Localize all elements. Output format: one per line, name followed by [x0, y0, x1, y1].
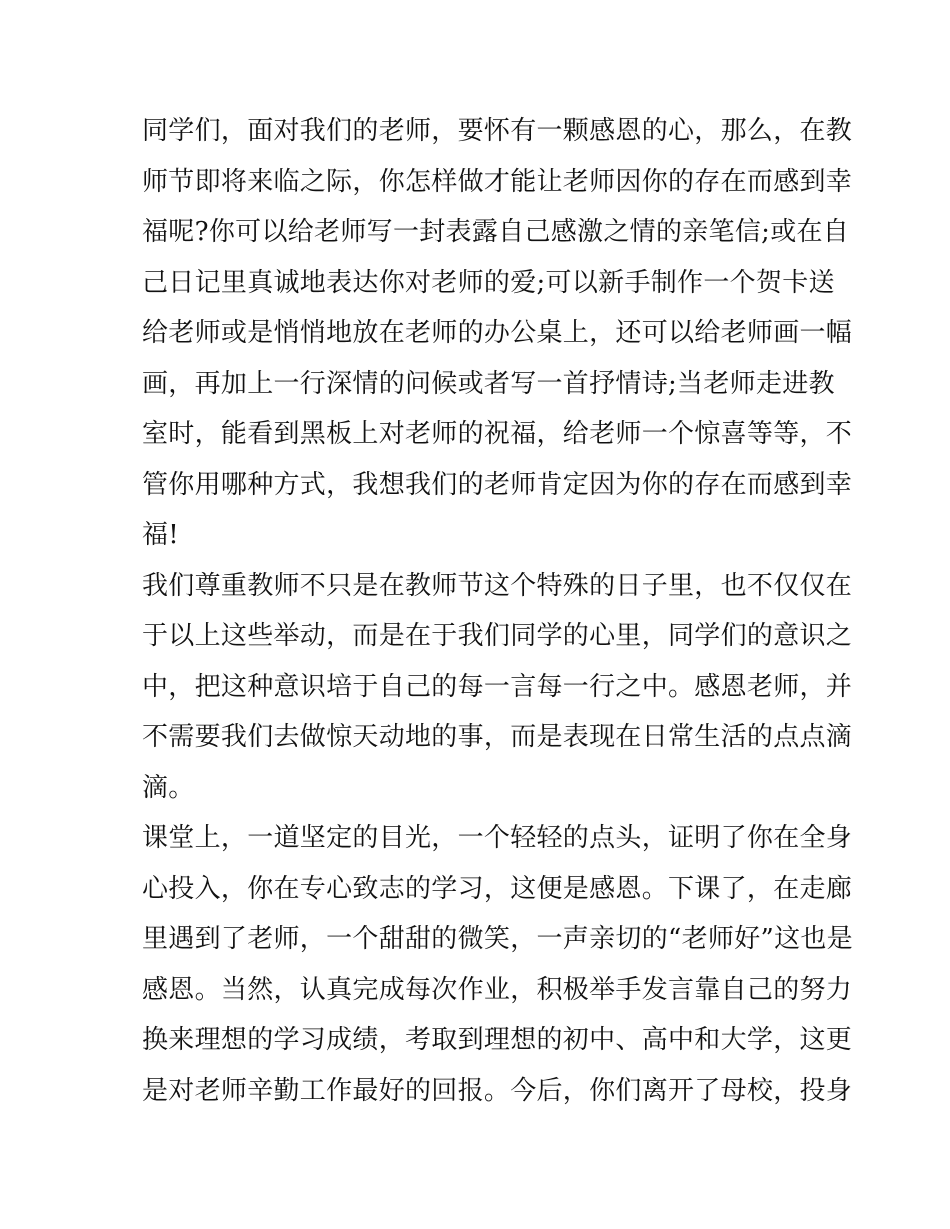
text-line: 室时，能看到黑板上对老师的祝福，给老师一个惊喜等等，不 — [142, 419, 853, 449]
text-line: 感恩。当然，认真完成每次作业，积极举手发言靠自己的努力 — [142, 974, 853, 1005]
text-line: 是对老师辛勤工作最好的回报。今后，你们离开了母校，投身 — [142, 1075, 853, 1106]
text-line: 换来理想的学习成绩，考取到理想的初中、高中和大学，这更 — [142, 1025, 853, 1055]
text-line: 画，再加上一行深情的问候或者写一首抒情诗;当老师走进教 — [142, 368, 835, 399]
text-line: 心投入，你在专心致志的学习，这便是感恩。下课了，在走廊 — [142, 873, 853, 904]
text-line: 滴。 — [142, 772, 195, 803]
text-line: 给老师或是悄悄地放在老师的办公桌上，还可以给老师画一幅 — [142, 318, 853, 348]
text-line: 己日记里真诚地表达你对老师的爱;可以新手制作一个贺卡送 — [142, 267, 835, 298]
paragraph-2 — [142, 561, 853, 814]
text-line: 不需要我们去做惊天动地的事，而是表现在日常生活的点点滴 — [142, 722, 853, 752]
text-line: 同学们，面对我们的老师，要怀有一颗感恩的心，那么，在教 — [142, 116, 853, 146]
document-body — [142, 106, 853, 1116]
text-line: 师节即将来临之际，你怎样做才能让老师因你的存在而感到幸 — [142, 166, 853, 197]
text-line: 管你用哪种方式，我想我们的老师肯定因为你的存在而感到幸 — [142, 469, 853, 500]
text-line: 福! — [142, 520, 180, 550]
text-line: 课堂上，一道坚定的目光，一个轻轻的点头，证明了你在全身 — [142, 823, 853, 853]
paragraph-3 — [142, 813, 853, 1116]
text-line: 于以上这些举动，而是在于我们同学的心里，同学们的意识之 — [142, 621, 853, 651]
paragraph-1 — [142, 106, 853, 561]
text-line: 福呢?你可以给老师写一封表露自己感激之情的亲笔信;或在自 — [142, 217, 850, 247]
text-line: 里遇到了老师，一个甜甜的微笑，一声亲切的“老师好”这也是 — [142, 924, 853, 954]
text-line: 中，把这种意识培于自己的每一言每一行之中。感恩老师，并 — [142, 671, 853, 702]
text-line: 我们尊重教师不只是在教师节这个特殊的日子里，也不仅仅在 — [142, 570, 853, 601]
